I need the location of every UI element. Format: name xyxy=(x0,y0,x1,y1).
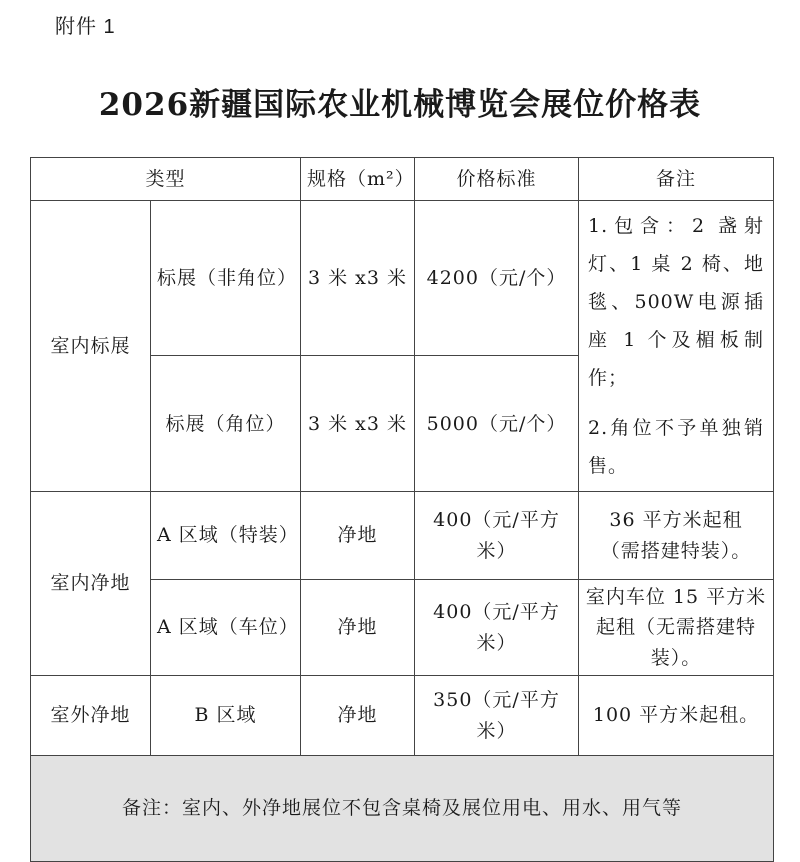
remark-item-includes: 1.包含：2 盏射灯、1 桌 2 椅、地毯、500W电源插座 1 个及楣板制作； xyxy=(588,215,765,389)
attachment-label: 附件 1 xyxy=(55,16,116,38)
group-outdoor-raw-space: 室外净地 xyxy=(31,676,151,756)
remark-line: 36 平方米起租 xyxy=(609,509,743,532)
subtype-zone-a-special: A 区域（特装） xyxy=(151,492,301,580)
group-indoor-standard: 室内标展 xyxy=(31,201,151,492)
price-standard-corner: 5000（元/个） xyxy=(415,356,579,492)
subtype-standard-corner: 标展（角位） xyxy=(151,356,301,492)
remark-line: （需搭建特装）。 xyxy=(600,539,752,562)
remark-indoor-standard xyxy=(579,201,774,492)
header-price: 价格标准 xyxy=(415,158,579,201)
remark-zone-b: 100 平方米起租。 xyxy=(579,676,774,756)
table-row xyxy=(31,201,774,356)
header-type: 类型 xyxy=(31,158,301,201)
table-footer-note-row xyxy=(31,756,774,862)
spec-zone-a-parking: 净地 xyxy=(301,580,415,676)
footer-note: 备注：室内、外净地展位不包含桌椅及展位用电、用水、用气等 xyxy=(31,756,774,862)
table-header-row xyxy=(31,158,774,201)
remark-zone-a-parking: 室内车位 15 平方米起租（无需搭建特装）。 xyxy=(579,580,774,676)
spec-standard-corner: 3 米 x3 米 xyxy=(301,356,415,492)
price-standard-noncorner: 4200（元/个） xyxy=(415,201,579,356)
page-title: 2026新疆国际农业机械博览会展位价格表 xyxy=(98,87,702,123)
price-zone-b: 350（元/平方米） xyxy=(415,676,579,756)
subtype-standard-noncorner: 标展（非角位） xyxy=(151,201,301,356)
header-remark: 备注 xyxy=(579,158,774,201)
booth-price-table xyxy=(30,157,774,862)
price-zone-a-parking: 400（元/平方米） xyxy=(415,580,579,676)
header-spec: 规格（m²） xyxy=(301,158,415,201)
table-row xyxy=(31,492,774,580)
remark-item-corner-rule: 2.角位不予单独销售。 xyxy=(588,417,765,477)
subtype-zone-a-parking: A 区域（车位） xyxy=(151,580,301,676)
price-zone-a-special: 400（元/平方米） xyxy=(415,492,579,580)
remark-zone-a-special xyxy=(579,492,774,580)
subtype-zone-b: B 区域 xyxy=(151,676,301,756)
group-indoor-raw-space: 室内净地 xyxy=(31,492,151,676)
spec-zone-a-special: 净地 xyxy=(301,492,415,580)
spec-zone-b: 净地 xyxy=(301,676,415,756)
spec-standard-noncorner: 3 米 x3 米 xyxy=(301,201,415,356)
table-row xyxy=(31,676,774,756)
